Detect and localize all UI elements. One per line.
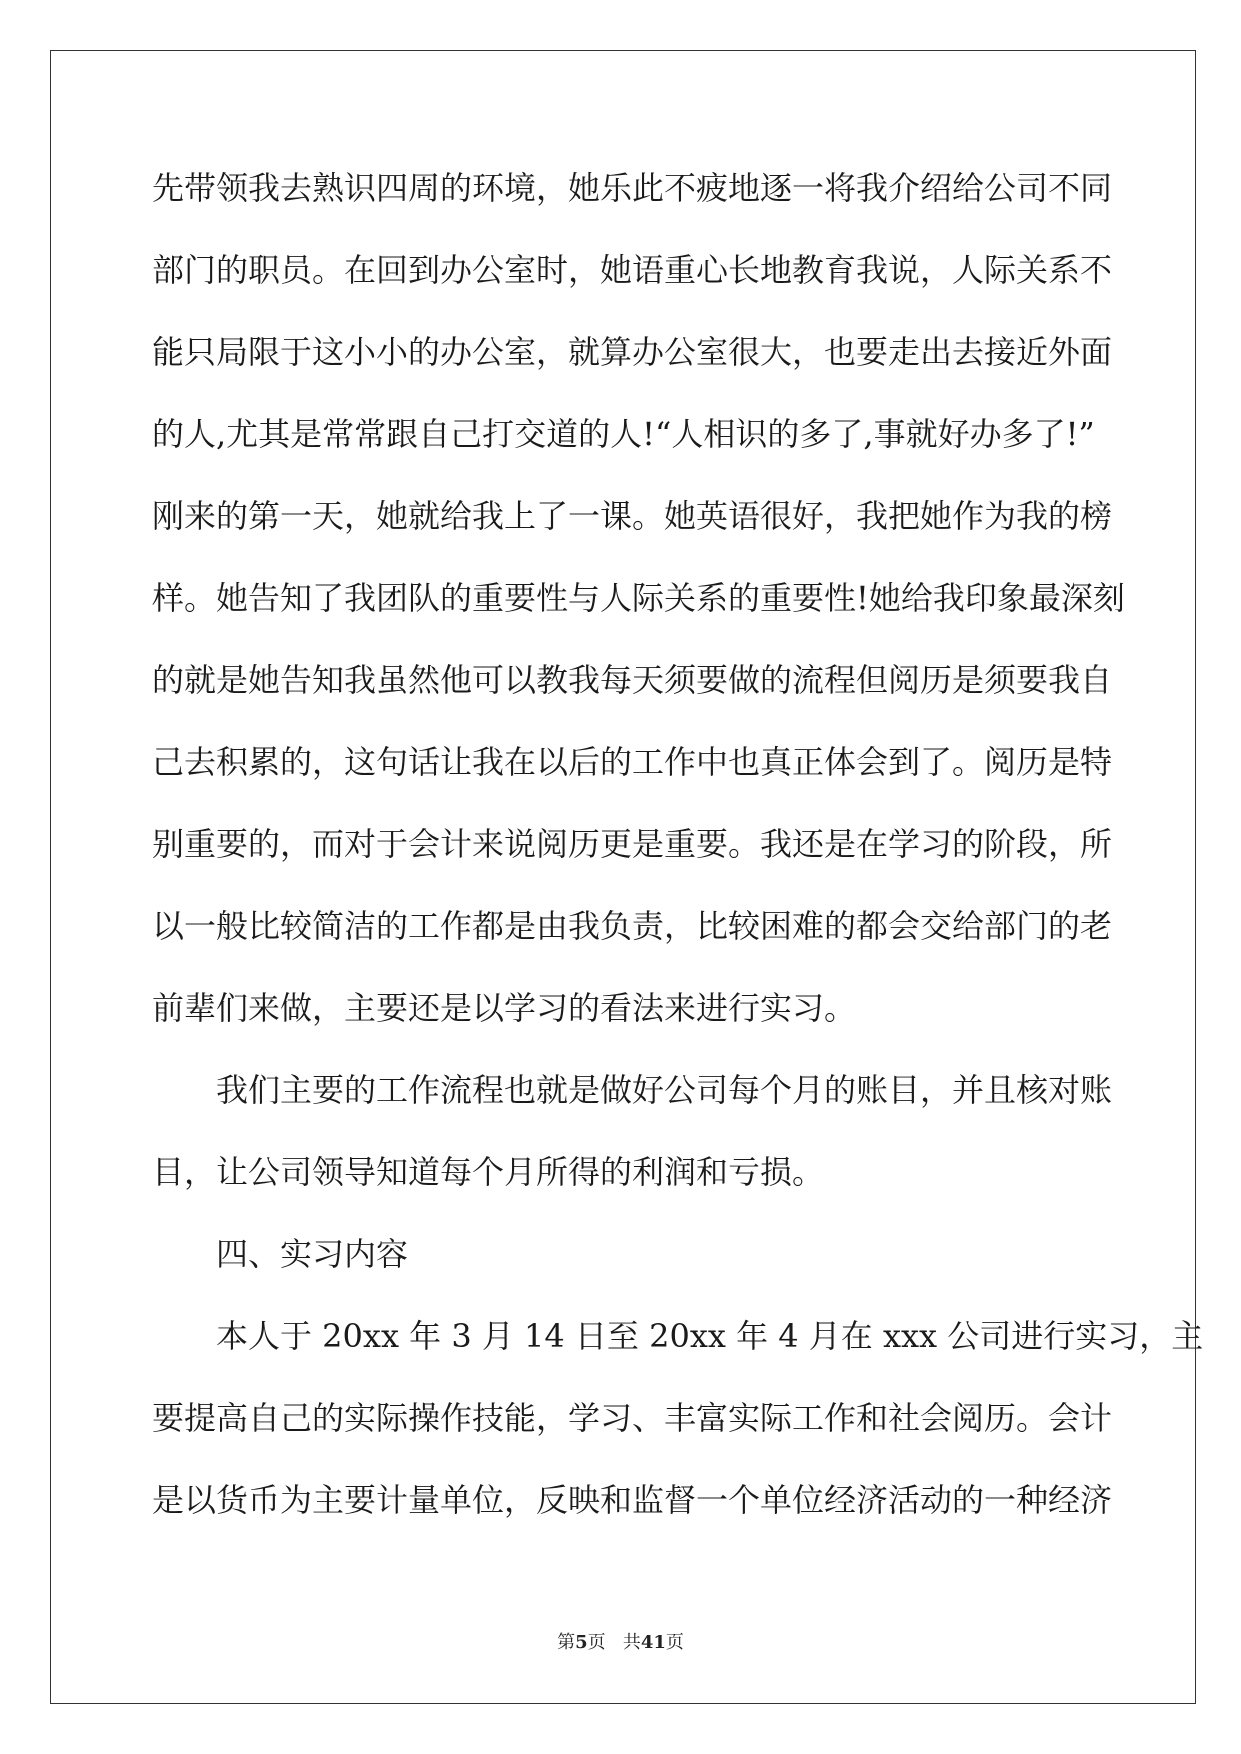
document-body	[152, 158, 1204, 1552]
text-line: 的就是她告知我虽然他可以教我每天须要做的流程但阅历是须要我自	[152, 661, 1113, 699]
footer-page-number: 5	[575, 1632, 588, 1653]
text-line: 别重要的，而对于会计来说阅历更是重要。我还是在学习的阶段，所	[152, 825, 1113, 863]
footer-prefix: 第	[557, 1632, 576, 1653]
text-line: 目，让公司领导知道每个月所得的利润和亏损。	[152, 1153, 825, 1191]
text-line: 以一般比较简洁的工作都是由我负责，比较困难的都会交给部门的老	[152, 907, 1113, 945]
page-footer	[0, 1628, 1241, 1654]
text-line: 前辈们来做，主要还是以学习的看法来进行实习。	[152, 989, 857, 1027]
text-line: 要提高自己的实际操作技能，学习、丰富实际工作和社会阅历。会计	[152, 1399, 1113, 1437]
footer-gap	[606, 1632, 623, 1653]
text-line: 是以货币为主要计量单位，反映和监督一个单位经济活动的一种经济	[152, 1481, 1113, 1519]
text-line: 部门的职员。在回到办公室时，她语重心长地教育我说，人际关系不	[152, 251, 1113, 289]
text-line: 能只局限于这小小的办公室，就算办公室很大，也要走出去接近外面	[152, 333, 1113, 371]
text-line: 的人,尤其是常常跟自己打交道的人!“人相识的多了,事就好办多了!”	[152, 415, 1095, 453]
text-line: 样。她告知了我团队的重要性与人际关系的重要性!她给我印象最深刻	[152, 579, 1125, 617]
text-line: 先带领我去熟识四周的环境，她乐此不疲地逐一将我介绍给公司不同	[152, 169, 1113, 207]
text-line: 本人于 20xx 年 3 月 14 日至 20xx 年 4 月在 xxx 公司进行实习，主	[216, 1317, 1204, 1355]
text-line: 刚来的第一天，她就给我上了一课。她英语很好，我把她作为我的榜	[152, 497, 1113, 535]
footer-total-pages: 41	[640, 1632, 666, 1653]
footer-total-suffix: 页	[665, 1632, 684, 1653]
text-line: 己去积累的，这句话让我在以后的工作中也真正体会到了。阅历是特	[152, 743, 1113, 781]
text-line: 我们主要的工作流程也就是做好公司每个月的账目，并且核对账	[216, 1071, 1113, 1109]
footer-total-prefix: 共	[622, 1632, 641, 1653]
footer-page-suffix: 页	[587, 1632, 606, 1653]
text-line: 四、实习内容	[216, 1235, 409, 1273]
